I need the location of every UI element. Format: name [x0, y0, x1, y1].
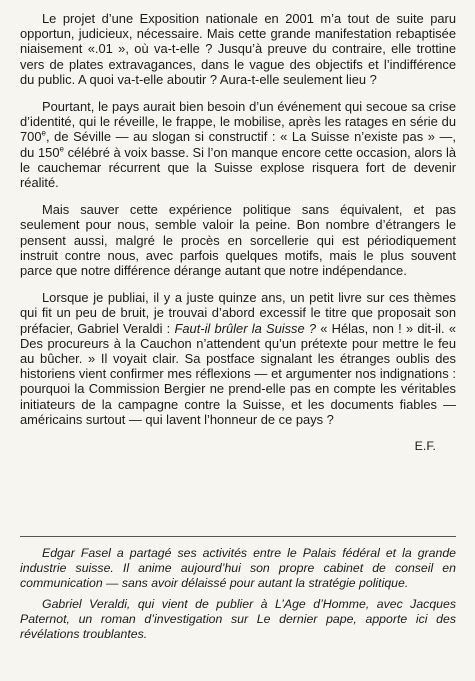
paragraph-4-part-b: « Hélas, non ! » dit-il. « Des procureurs à la Cauchon n’attendent qu’un prétexte pour mettre le feu au bûcher. » Il voyait clair. Sa postface signalant les étranges oublis des historiens vient confirmer mes réflexions — et argumenter nos indignations : pourquoi la Commission Bergier ne prend-elle pas en compte les véritables initiateurs de la campagne contre la Suisse, et les documents fiables — américains surtout — qui lavent l’honneur de ce pays ?	[20, 320, 456, 427]
paragraph-2	[20, 99, 456, 190]
paragraph-4-part-a: Lorsque je publiai, il y a juste quinze ans, un petit livre sur ces thèmes qui fit un peu de bruit, je trouvai d’abord excessif le titre que proposait son préfacier, Gabriel Veraldi :	[20, 290, 456, 336]
signature: E.F.	[414, 439, 436, 454]
divider	[20, 536, 456, 537]
paragraph-1: Le projet d’une Exposition nationale en 2001 m’a tout de suite paru opportun, judicieux, nécessaire. Mais cette grande manifestation rebaptisée niaisement «.01 », où va-t-elle ? Jusqu’à preuve du contraire, elle trottine vers de plates extravagances, dans le vague des objectifs et l’indifférence du public. A quoi va-t-elle aboutir ? Aura-t-elle seulement lieu ?	[20, 11, 456, 87]
bio-edgar-fasel: Edgar Fasel a partagé ses activités entre le Palais fédéral et la grande industrie suisse. Il anime aujourd’hui son propre cabinet de conseil en communication — sans avoir délaissé pour autant la stratégie politique.	[20, 546, 456, 590]
paragraph-3: Mais sauver cette expérience politique sans équivalent, et pas seulement pour nous, semble valoir la peine. Bon nombre d’étrangers le pensent aussi, malgré le procès en sorcellerie qui est périodiquement instruit contre nous, avec parfois quelques motifs, mais le plus souvent parce que notre différence dérange autant que notre indépendance.	[20, 202, 456, 279]
paragraph-4	[20, 290, 456, 427]
bio-gabriel-veraldi: Gabriel Veraldi, qui vient de publier à L’Age d’Homme, avec Jacques Paternot, un roman d’investigation sur Le dernier pape, apporte ici des révélations troublantes.	[20, 597, 456, 641]
ordinal-superscript: e	[59, 144, 64, 154]
book-title: Faut-il brûler la Suisse ?	[174, 320, 317, 336]
article-body	[20, 11, 456, 453]
paragraph-2-part-a: Pourtant, le pays aurait bien besoin d’un événement qui secoue sa crise d’identité, qui le réveille, le frappe, le mobilise, après les ratages en série du 700	[20, 99, 456, 145]
paragraph-2-part-c: célébré à voix basse. Si l’on manque encore cette occasion, alors là le cauchemar récurrent que la Suisse explose risquera fort de devenir réalité.	[20, 144, 456, 191]
paragraph-2-part-b: , de Séville — au slogan si constructif : « La Suisse n’existe pas » —, du 150	[20, 129, 456, 160]
ordinal-superscript: e	[41, 129, 46, 139]
author-bios	[20, 546, 456, 649]
